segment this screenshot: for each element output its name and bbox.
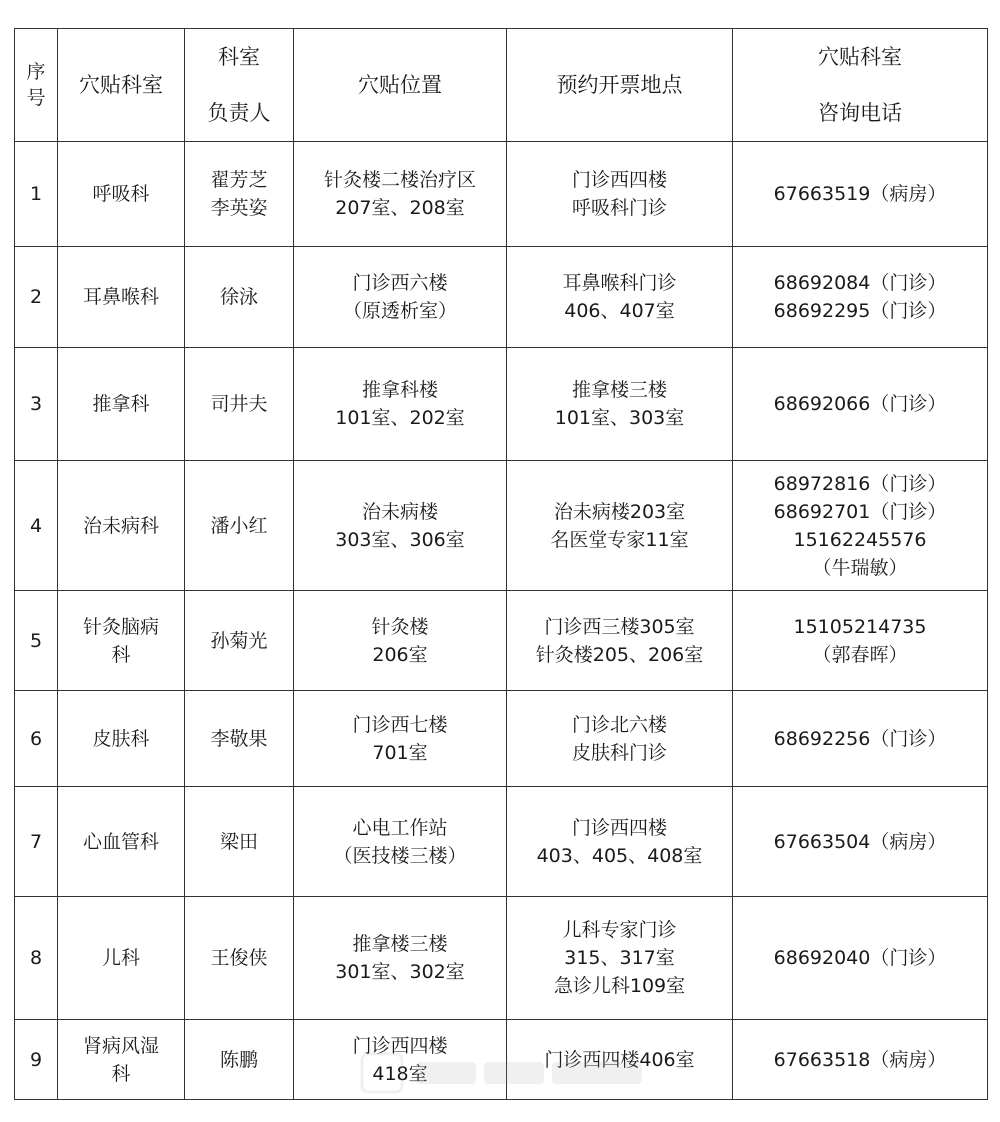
cell-person xyxy=(185,142,294,247)
cell-person xyxy=(185,691,294,787)
header-phone-line-1: 穴贴科室 xyxy=(818,45,902,69)
cell-number xyxy=(15,1020,58,1100)
person-line: 李英姿 xyxy=(210,197,268,219)
cell-location xyxy=(294,691,507,787)
booking-line: 呼吸科门诊 xyxy=(571,197,667,219)
number-value: 4 xyxy=(29,514,43,537)
header-location-label: 穴贴位置 xyxy=(358,72,442,97)
phone-line: 68692701（门诊） xyxy=(773,500,947,523)
number-value: 6 xyxy=(29,727,43,750)
cell-department xyxy=(58,897,185,1020)
department-line: 针灸脑病 xyxy=(82,615,159,638)
booking-line: 皮肤科门诊 xyxy=(571,741,667,764)
phone-line: 68692084（门诊） xyxy=(773,272,947,294)
acupoint-schedule-table xyxy=(14,28,988,1100)
table-row xyxy=(15,142,988,247)
header-person-line-2: 负责人 xyxy=(207,101,271,125)
header-number-line-1: 序 xyxy=(26,61,46,83)
table-row xyxy=(15,348,988,461)
header-number-line-2: 号 xyxy=(26,87,46,109)
header-person-line-1: 科室 xyxy=(218,45,260,69)
cell-booking xyxy=(507,348,733,461)
phone-line: 15162245576 xyxy=(793,528,927,551)
phone-line: 67663519（病房） xyxy=(773,183,947,205)
cell-department xyxy=(58,1020,185,1100)
booking-line: 门诊西四楼 xyxy=(571,169,667,191)
header-booking xyxy=(507,29,733,142)
number-value: 3 xyxy=(29,393,43,415)
header-phone xyxy=(733,29,988,142)
cell-department xyxy=(58,142,185,247)
cell-phone xyxy=(733,461,988,591)
cell-phone xyxy=(733,348,988,461)
cell-number xyxy=(15,348,58,461)
person-line: 李敬果 xyxy=(210,727,268,750)
cell-person xyxy=(185,787,294,897)
cell-person xyxy=(185,348,294,461)
number-value: 9 xyxy=(29,1048,43,1071)
person-line: 翟芳芝 xyxy=(210,169,268,191)
cell-person xyxy=(185,461,294,591)
number-value: 2 xyxy=(29,286,43,308)
cell-location xyxy=(294,1020,507,1100)
location-line: 207室、208室 xyxy=(335,197,465,219)
cell-location xyxy=(294,461,507,591)
header-location xyxy=(294,29,507,142)
booking-line: 儿科专家门诊 xyxy=(562,919,677,941)
cell-phone xyxy=(733,1020,988,1100)
cell-booking xyxy=(507,247,733,348)
cell-number xyxy=(15,897,58,1020)
location-line: 治未病楼 xyxy=(361,500,438,523)
number-value: 1 xyxy=(29,183,43,205)
phone-line: 67663504（病房） xyxy=(773,830,947,853)
cell-phone xyxy=(733,591,988,691)
location-line: （医技楼三楼） xyxy=(333,844,467,867)
cell-booking xyxy=(507,142,733,247)
location-line: 418室 xyxy=(372,1062,428,1085)
header-department xyxy=(58,29,185,142)
cell-location xyxy=(294,591,507,691)
cell-phone xyxy=(733,142,988,247)
cell-person xyxy=(185,1020,294,1100)
table-body xyxy=(15,142,988,1100)
number-value: 8 xyxy=(29,947,43,969)
header-row xyxy=(15,29,988,142)
cell-booking xyxy=(507,691,733,787)
cell-number xyxy=(15,247,58,348)
table-row xyxy=(15,591,988,691)
cell-person xyxy=(185,591,294,691)
location-line: 门诊西七楼 xyxy=(352,713,448,736)
cell-department xyxy=(58,787,185,897)
cell-booking xyxy=(507,461,733,591)
booking-line: 门诊北六楼 xyxy=(571,713,667,736)
cell-location xyxy=(294,142,507,247)
location-line: 针灸楼 xyxy=(371,615,429,638)
booking-line: 名医堂专家11室 xyxy=(550,528,689,551)
location-line: 301室、302室 xyxy=(335,961,465,983)
cell-phone xyxy=(733,691,988,787)
person-line: 孙菊光 xyxy=(210,629,268,652)
cell-person xyxy=(185,247,294,348)
location-line: 101室、202室 xyxy=(335,407,465,429)
cell-booking xyxy=(507,897,733,1020)
cell-department xyxy=(58,247,185,348)
header-number xyxy=(15,29,58,142)
location-line: 针灸楼二楼治疗区 xyxy=(323,169,476,191)
header-department-label: 穴贴科室 xyxy=(79,72,163,97)
table-row xyxy=(15,897,988,1020)
cell-phone xyxy=(733,897,988,1020)
table-row xyxy=(15,1020,988,1100)
phone-line: （牛瑞敏） xyxy=(812,556,908,579)
cell-location xyxy=(294,897,507,1020)
table-row xyxy=(15,691,988,787)
booking-line: 门诊西四楼 xyxy=(571,816,667,839)
booking-line: 406、407室 xyxy=(564,300,675,322)
number-value: 5 xyxy=(29,629,43,652)
department-line: 皮肤科 xyxy=(92,727,150,750)
phone-line: 68692066（门诊） xyxy=(773,393,947,415)
phone-line: 68692040（门诊） xyxy=(773,947,947,969)
department-line: 耳鼻喉科 xyxy=(82,286,159,308)
phone-line: 15105214735 xyxy=(793,615,927,638)
person-line: 陈鹏 xyxy=(219,1048,258,1071)
booking-line: 门诊西三楼305室 xyxy=(544,615,695,638)
person-line: 徐泳 xyxy=(219,286,258,308)
phone-line: 68972816（门诊） xyxy=(773,472,947,495)
phone-line: 67663518（病房） xyxy=(773,1048,947,1071)
booking-line: 403、405、408室 xyxy=(536,844,703,867)
cell-phone xyxy=(733,247,988,348)
cell-location xyxy=(294,787,507,897)
booking-line: 门诊西四楼406室 xyxy=(544,1048,695,1071)
booking-line: 101室、303室 xyxy=(554,407,685,429)
cell-number xyxy=(15,787,58,897)
cell-department xyxy=(58,348,185,461)
person-line: 潘小红 xyxy=(210,514,268,537)
phone-line: （郭春晖） xyxy=(812,643,908,666)
cell-number xyxy=(15,461,58,591)
number-value: 7 xyxy=(29,830,43,853)
location-line: （原透析室） xyxy=(342,300,457,322)
booking-line: 315、317室 xyxy=(564,947,675,969)
location-line: 门诊西四楼 xyxy=(352,1034,448,1057)
department-line: 科 xyxy=(111,1062,131,1085)
booking-line: 治未病楼203室 xyxy=(553,500,686,523)
header-phone-line-2: 咨询电话 xyxy=(818,101,902,125)
location-line: 206室 xyxy=(372,643,428,666)
cell-phone xyxy=(733,787,988,897)
location-line: 推拿科楼 xyxy=(361,379,438,401)
person-line: 司井夫 xyxy=(210,393,268,415)
booking-line: 急诊儿科109室 xyxy=(553,975,686,997)
cell-location xyxy=(294,247,507,348)
cell-department xyxy=(58,461,185,591)
cell-department xyxy=(58,691,185,787)
cell-number xyxy=(15,142,58,247)
department-line: 推拿科 xyxy=(92,393,150,415)
department-line: 肾病风湿 xyxy=(82,1034,159,1057)
cell-booking xyxy=(507,591,733,691)
cell-department xyxy=(58,591,185,691)
booking-line: 推拿楼三楼 xyxy=(571,379,667,401)
cell-booking xyxy=(507,787,733,897)
table-row xyxy=(15,247,988,348)
cell-number xyxy=(15,591,58,691)
cell-number xyxy=(15,691,58,787)
location-line: 门诊西六楼 xyxy=(352,272,448,294)
person-line: 梁田 xyxy=(219,830,258,853)
department-line: 科 xyxy=(111,643,131,666)
location-line: 701室 xyxy=(372,741,428,764)
location-line: 303室、306室 xyxy=(335,528,465,551)
department-line: 儿科 xyxy=(101,947,140,969)
department-line: 治未病科 xyxy=(82,514,159,537)
cell-booking xyxy=(507,1020,733,1100)
phone-line: 68692295（门诊） xyxy=(773,300,947,322)
booking-line: 针灸楼205、206室 xyxy=(535,643,704,666)
location-line: 推拿楼三楼 xyxy=(352,933,448,955)
header-person xyxy=(185,29,294,142)
booking-line: 耳鼻喉科门诊 xyxy=(562,272,677,294)
department-line: 心血管科 xyxy=(82,830,159,853)
cell-location xyxy=(294,348,507,461)
phone-line: 68692256（门诊） xyxy=(773,727,947,750)
table-row xyxy=(15,787,988,897)
location-line: 心电工作站 xyxy=(352,816,448,839)
header-booking-label: 预约开票地点 xyxy=(556,72,683,97)
person-line: 王俊侠 xyxy=(210,947,268,969)
department-line: 呼吸科 xyxy=(92,183,150,205)
table-row xyxy=(15,461,988,591)
cell-person xyxy=(185,897,294,1020)
